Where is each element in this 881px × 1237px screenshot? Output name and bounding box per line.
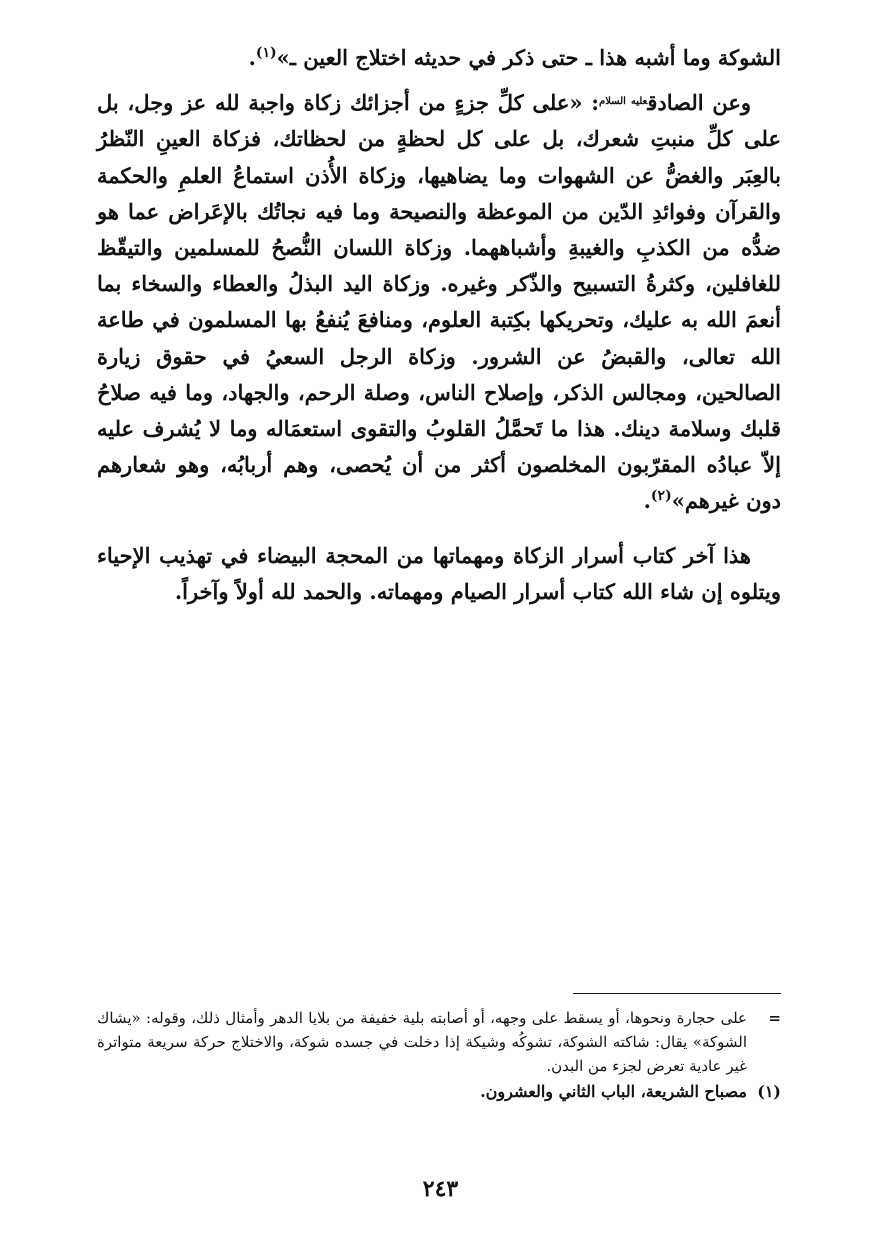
footnote-continuation bbox=[97, 1006, 781, 1078]
footnote-continuation-text: على حجارة ونحوها، أو يسقط على وجهه، أو أصابته بلية خفيفة من بلايا الدهر وأمثال ذلك، وقوله: «يشاك الشوكة» يقال: شاكته الشوكة، تشوكُه وشيكة إذا دخلت في جسده شوكة، والاختلاج حركة سريعة متواترة غير عادية تعرض لجزء من البدن. bbox=[97, 1009, 747, 1075]
footnote-continuation-marker: = bbox=[768, 1009, 781, 1027]
footnote-1 bbox=[97, 1080, 781, 1104]
paragraph-closing bbox=[97, 538, 781, 610]
paragraph-hadith bbox=[97, 85, 781, 519]
main-text-body bbox=[97, 40, 781, 610]
paragraph-closing-text: هذا آخر كتاب أسرار الزكاة ومهماتها من المحجة البيضاء في تهذيب الإحياء ويتلوه إن شاء الله كتاب أسرار الصيام ومهماته. والحمد لله أولاً وآخراً. bbox=[97, 542, 781, 604]
footnote-1-text: مصباح الشريعة، الباب الثاني والعشرون. bbox=[480, 1082, 747, 1101]
honorific-glyph: عليه السلام bbox=[599, 96, 648, 108]
footnote-divider bbox=[573, 993, 781, 994]
paragraph-continuation-text: الشوكة وما أشبه هذا ـ حتى ذكر في حديثه اختلاج العين ـ» bbox=[276, 45, 781, 70]
footnote-1-marker: (١) bbox=[757, 1082, 781, 1101]
paragraph-continuation bbox=[97, 40, 781, 76]
hadith-quote-bold: : «على كلِّ جزءٍ من أجزائك زكاة واجبة لله عز وجل، بل على كلِّ منبتِ شعرك، بل على كل لحظةٍ من لحظاتك، bbox=[97, 90, 781, 152]
footnote-ref-2: (٢) bbox=[650, 488, 672, 505]
hadith-end: . bbox=[643, 488, 651, 514]
page-number: ٢٤٣ bbox=[422, 1176, 459, 1202]
hadith-lead: وعن الصادق bbox=[647, 90, 752, 116]
paragraph-continuation-end: . bbox=[248, 45, 256, 70]
hadith-quote-rest: فزكاة العينِ النّظرُ بالعِبَر والغضُّ عن الشهوات وما يضاهيها، وزكاة الأُذن استماعُ العلمِ والحكمة والقرآن وفوائدِ الدّين من الموعظة والنصيحة وما فيه نجاتُك بالإعَراض عما هو ضدُّه من الكذبِ والغيبةِ وأشباههما. وزكاة اللسان النُّصحُ للمسلمين والتيقّظ للغافلين، وكثرةُ التسبيح والذّكر وغيره. وزكاة اليد البذلُ والعطاء والسخاء بما أنعمَ الله به عليك، وتحريكها بكِتبة العلوم، ومنافعَ يُنفعُ بها المسلمون في طاعة الله تعالى، والقبضُ عن الشرور. وزكاة الرجل السعيُ في حقوق زيارة الصالحين، ومجالس الذكر، وإصلاح الناس، وصلة الرحم، والجهاد، وما فيه صلاحُ قلبك وسلامة دينك. هذا ما تَحمَّلُ القلوبُ والتقوى استعمَاله وما لا يُشرف عليه إلاّ عبادُه المقرّبون المخلصون أكثر من أن يُحصى، وهم أربابُه، وهو شعارهم دون غيرهم» bbox=[97, 126, 781, 514]
footnotes-section bbox=[97, 1006, 781, 1104]
footnote-ref-1: (١) bbox=[255, 45, 277, 61]
